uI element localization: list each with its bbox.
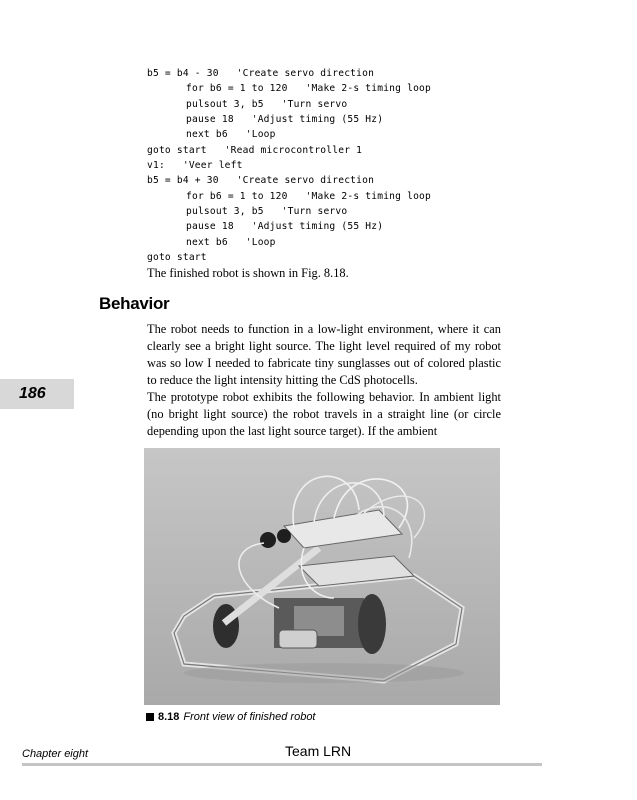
- figure-number: 8.18: [158, 711, 180, 723]
- figure-caption-text: Front view of finished robot: [183, 711, 316, 723]
- figure-reference-text: The finished robot is shown in Fig. 8.18.: [147, 266, 349, 280]
- code-listing: [147, 66, 431, 265]
- code-line: pause 18 'Adjust timing (55 Hz): [186, 114, 384, 126]
- code-line: pulsout 3, b5 'Turn servo: [186, 206, 348, 218]
- footer-credit: Team LRN: [285, 743, 352, 759]
- code-line: goto start: [147, 252, 207, 264]
- code-line: b5 = b4 + 30 'Create servo direction: [147, 175, 375, 187]
- footer-chapter: Chapter eight: [22, 748, 89, 760]
- code-line: pause 18 'Adjust timing (55 Hz): [186, 221, 384, 233]
- figure-caption: [146, 711, 316, 723]
- paragraph-1: The robot needs to function in a low-light environment, where it can clearly see a bright light source. The light level required of my robot was so low I needed to fabricate tiny sunglasses out of colored plastic to reduce the light intensity hitting the CdS photocells.: [147, 322, 501, 387]
- page-number: 186: [19, 385, 46, 402]
- paragraph-2: The prototype robot exhibits the following behavior. In ambient light (no bright light source) the robot travels in a straight line (or circle depending upon the last light source target). If the ambient: [147, 390, 501, 438]
- caption-marker-icon: [146, 713, 154, 721]
- code-line: pulsout 3, b5 'Turn servo: [186, 98, 348, 110]
- code-line: b5 = b4 - 30 'Create servo direction: [147, 68, 375, 79]
- code-line: next b6 'Loop: [186, 129, 276, 141]
- footer-rule: [22, 763, 542, 766]
- code-line: for b6 = 1 to 120 'Make 2-s timing loop: [186, 83, 432, 95]
- code-line: goto start 'Read microcontroller 1: [147, 144, 363, 156]
- robot-photo: [144, 448, 500, 705]
- section-heading: Behavior: [99, 294, 170, 313]
- code-line: v1: 'Veer left: [147, 160, 243, 172]
- code-line: next b6 'Loop: [186, 236, 276, 248]
- code-line: for b6 = 1 to 120 'Make 2-s timing loop: [186, 190, 432, 202]
